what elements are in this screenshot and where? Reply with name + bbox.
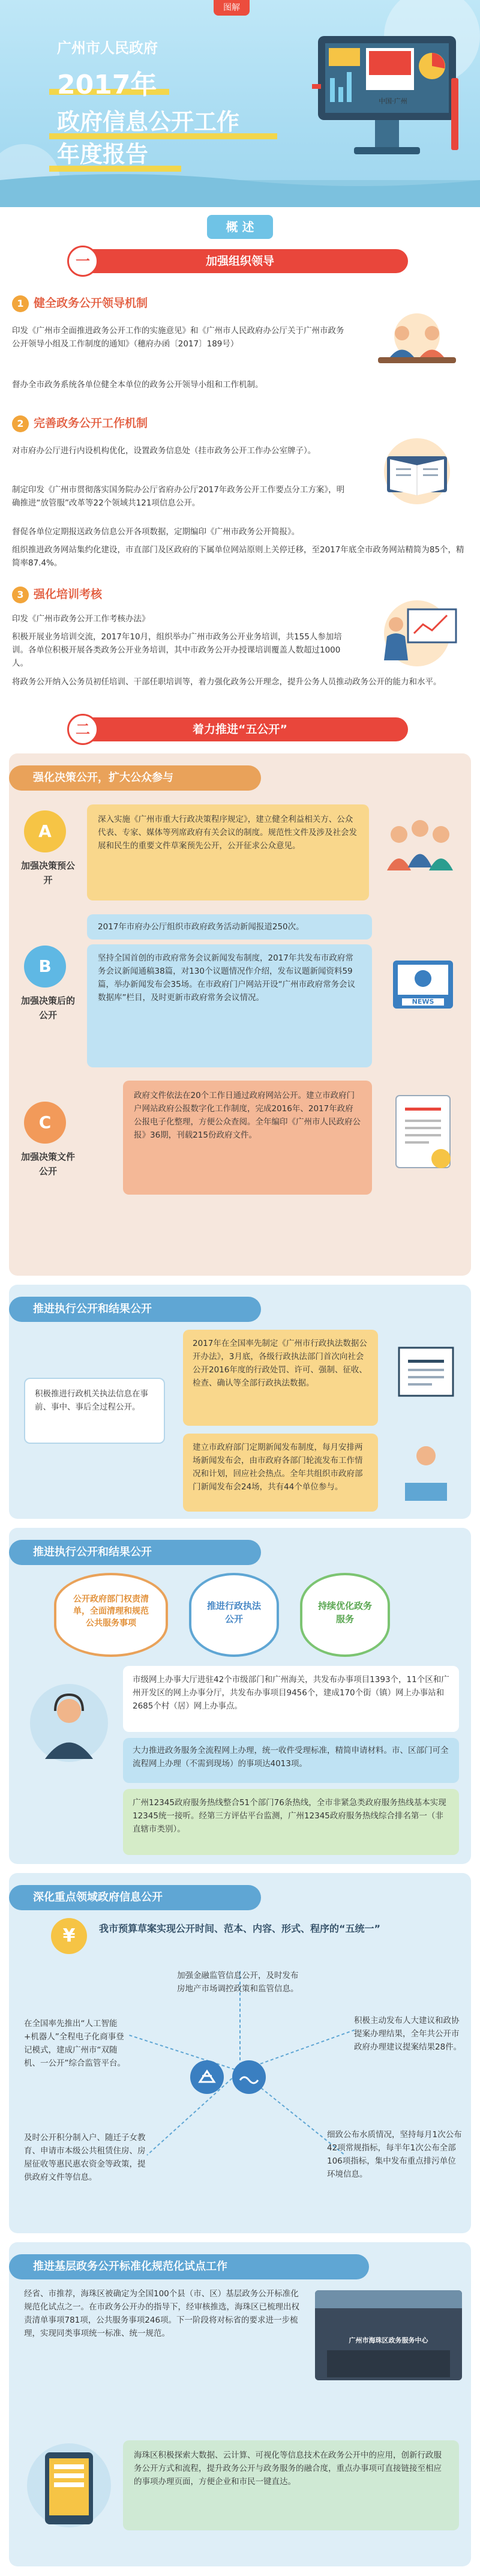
block5-head: 推进基层政务公开标准化规范化试点工作 bbox=[9, 2254, 369, 2279]
block2-left: 积极推进行政机关执法信息在事前、事中、事后全过程公开。 bbox=[24, 1378, 165, 1444]
document-icon bbox=[384, 1090, 462, 1180]
block1-a-label: 加强决策预公开 bbox=[21, 860, 76, 885]
infographic-badge: 图解 bbox=[214, 0, 250, 16]
block1-head: 强化决策公开，扩大公众参与 bbox=[9, 765, 261, 791]
presenter-icon bbox=[366, 594, 468, 672]
block1-b-label: 加强决策后的公开 bbox=[21, 995, 76, 1021]
block4-t1: 加强金融监管信息公开，及时发布房地产市场调控政策和监管信息。 bbox=[177, 1971, 299, 1994]
s1-item1-num: 1 bbox=[12, 295, 29, 312]
discussion-icon bbox=[378, 810, 462, 882]
s1-item3-p3: 将政务公开纳入公务员初任培训、干部任职培训等，着力强化政务公开理念，提升公务人员推动政务公开的能力和水平。 bbox=[12, 677, 442, 687]
block1-c-label: 加强决策文件公开 bbox=[21, 1151, 76, 1177]
block4-panel bbox=[9, 1873, 471, 2233]
tablet-icon bbox=[24, 2425, 114, 2545]
block5-panel bbox=[9, 2242, 471, 2566]
s1-item2-title bbox=[12, 414, 148, 432]
s1-item1-title-text: 健全政务公开领导机制 bbox=[34, 297, 148, 310]
books-illustration bbox=[366, 432, 468, 510]
s1-item1-p2: 督办全市政务系统各单位健全本单位的政务公开领导小组和工作机制。 bbox=[12, 380, 263, 390]
block3-p1: 市级网上办事大厅进驻42个市级部门和广州海关，共发布办事项目1393个，11个区和广州开发区的网上办事分厅，共发布办事项目9456个，建成170个街（镇）网上办事站和2685个村（居）网上办事点。 bbox=[123, 1666, 459, 1732]
block1-a-text: 深入实施《广州市重大行政决策程序规定》，建立健全利益相关方、公众代表、专家、媒体等列席政府有关会议的制度。规范性文件及涉及社会发展和民生的重要文件草案预先公开，公开征求公众意见。 bbox=[87, 804, 369, 900]
block2-head: 推进执行公开和结果公开 bbox=[9, 1297, 261, 1322]
news-icon bbox=[387, 952, 459, 1018]
block4-center-title: 我市预算草案实现公开时间、范本、内容、形式、程序的“五统一” bbox=[99, 1923, 381, 1934]
service-illustration bbox=[24, 1678, 114, 1768]
meeting-illustration bbox=[366, 312, 468, 378]
section-1-title: 加强组织领导 bbox=[205, 255, 274, 268]
block3-circle-3: 持续优化政务服务 bbox=[300, 1573, 390, 1657]
s1-item2-num: 2 bbox=[12, 415, 29, 432]
operator-icon bbox=[24, 1678, 114, 1768]
block4-t2: 在全国率先推出“人工智能+机器人”全程电子化商事登记模式，建成广州市“双随机、一公开”综合监管平台。 bbox=[24, 2019, 125, 2068]
book-icon bbox=[387, 1336, 465, 1408]
block3-panel bbox=[9, 1528, 471, 1864]
s1-item2-p4: 组织推进政务网站集约化建设，市直部门及区政府的下属单位网站原则上关停迁移，至2017年底全市政务网站精简为85个，精简率87.4%。 bbox=[12, 545, 464, 568]
report-title-1: 政府信息公开工作 bbox=[57, 109, 240, 135]
block4-head: 深化重点领域政府信息公开 bbox=[9, 1885, 261, 1910]
block2-panel bbox=[9, 1285, 471, 1519]
section-1-ribbon bbox=[72, 249, 408, 273]
block1-b-p1: 2017年市府办公厅组织市政府政务活动新闻报道250次。 bbox=[87, 914, 372, 940]
section-2-number: 二 bbox=[67, 714, 98, 745]
news-illustration: NEWS bbox=[387, 952, 459, 1018]
training-illustration bbox=[366, 594, 468, 672]
block4-t5: 细致公布水质情况，坚持每月1次公布42项常规指标，每半年1次公布全部106项指标，集中发布重点排污单位环境信息。 bbox=[327, 2130, 462, 2179]
document-illustration bbox=[384, 1090, 462, 1180]
s1-item2-title-text: 完善政务公开工作机制 bbox=[34, 417, 148, 430]
block3-head: 推进执行公开和结果公开 bbox=[9, 1540, 261, 1565]
block1-a-illustration bbox=[378, 810, 462, 882]
block5-p2: 海珠区积极探索大数据、云计算、可视化等信息技术在政务公开中的应用，创新行政服务公开方式和流程，提升政务公开与政务服务的融合度，重点办事项可直接链接至相应的事项办理页面，方便企业和市民一键直达。 bbox=[123, 2440, 459, 2530]
block1-c-letter: C bbox=[24, 1102, 66, 1144]
s1-item2-p1: 对市府办公厅进行内设机构优化，设置政务信息处（挂市政务公开工作办公室牌子）。 bbox=[12, 446, 316, 456]
speaker-icon bbox=[387, 1435, 465, 1507]
section-2-ribbon bbox=[72, 717, 408, 741]
gov-name: 广州市人民政府 bbox=[57, 40, 158, 56]
block1-b-p2: 坚持全国首创的市政府常务会议新闻发布制度，2017年共发布市政府常务会议新闻通稿38篇，对130个议题情况作介绍，发布议题新闻资料59篇，举办新闻发布会35场。在市政府门户网站开设“广州市政府常务会议数据库”栏目，及时更新市政府常务会议情况。 bbox=[87, 944, 372, 1067]
monitor-illustration bbox=[312, 24, 462, 180]
block3-circle-2: 推进行政执法公开 bbox=[189, 1573, 279, 1657]
s1-item2-p3: 督促各单位定期报送政务信息公开各项数据，定期编印《广州市政务公开简报》。 bbox=[12, 527, 300, 537]
s1-item3-p1: 印发《广州市政务公开工作考核办法》 bbox=[12, 614, 150, 624]
s1-item3-p2: 积极开展业务培训交流，2017年10月，组织举办广州市政务公开业务培训，共155人参加培训。各单位积极开展各类政务公开业务培训，其中市政务公开办授课培训覆盖人数超过1000人。 bbox=[12, 632, 342, 668]
block3-p2: 大力推进政务服务全流程网上办理，统一收件受理标准，精简申请材料。市、区部门可全流程网上办理（不需到现场）的事项达4013项。 bbox=[123, 1738, 459, 1783]
block2-p1: 2017年在全国率先制定《广州市行政执法数据公开办法》，3月底，各级行政执法部门首次向社会公开2016年度的行政处罚、许可、强制、征收、检查、确认等全部行政执法数据。 bbox=[183, 1330, 378, 1426]
block5-p1: 经省、市推荐，海珠区被确定为全国100个县（市、区）基层政务公开标准化规范化试点之一。在市政务公开办的指导下，经审核推选，海珠区已梳理出权责清单事项781项，公共服务事项246项。下一阶段将对标省的要求进一步梳理，实现同类事项统一标准、统一规范。 bbox=[24, 2289, 299, 2338]
block1-a-letter: A bbox=[24, 810, 66, 852]
block4-t3: 积极主动发布人大建议和政协提案办理结果，全年共公开市政府办理建议提案结果28件。 bbox=[354, 2016, 462, 2052]
s1-item3-title-text: 强化培训考核 bbox=[34, 588, 103, 601]
tablet-illustration bbox=[24, 2425, 114, 2545]
law-illustration bbox=[387, 1336, 465, 1408]
report-title-2: 年度报告 bbox=[57, 141, 149, 167]
overview-badge: 概 述 bbox=[207, 215, 273, 239]
meeting-icon bbox=[366, 312, 468, 378]
block1-b-letter: B bbox=[24, 946, 66, 988]
block1-panel bbox=[9, 753, 471, 1276]
block3-circle-1: 公开政府部门权责清单，全面清理和规范公共服务事项 bbox=[54, 1573, 168, 1657]
books-icon bbox=[366, 432, 468, 510]
monitor-sign: 中国·广州 bbox=[379, 97, 407, 105]
s1-item1-title bbox=[12, 294, 148, 312]
haizhu-center-photo bbox=[315, 2290, 462, 2380]
yen-icon: ¥ bbox=[51, 1918, 87, 1954]
section-2-title: 着力推进“五公开” bbox=[193, 723, 287, 736]
block4-t4: 及时公开积分制入户、随迁子女教育、申请市本级公共租赁住房、房屋征收等惠民惠农资金等政策，提供政府文件等信息。 bbox=[24, 2133, 146, 2182]
s1-item3-num: 3 bbox=[12, 587, 29, 603]
block3-p3: 广州12345政府服务热线整合51个部门76条热线，全市非紧急类政府服务热线基本实现12345统一接听。经第三方评估平台监测，广州12345政府服务热线综合排名第一（非直辖市类别）。 bbox=[123, 1789, 459, 1855]
section-1-number: 一 bbox=[67, 246, 98, 277]
s1-item2-p2: 制定印发《广州市贯彻落实国务院办公厅省府办公厅2017年政务公开工作要点分工方案》，明确推进“放管服”改革等22个领域共121项信息公开。 bbox=[12, 485, 345, 508]
block1-c-text: 政府文件依法在20个工作日通过政府网站公开。建立市政府门户网站政府公报数字化工作制度，完成2016年、2017年政府公报电子化整理，方便公众查阅。全年编印《广州市人民政府公报》36期，刊载215份政府文件。 bbox=[123, 1081, 372, 1195]
press-illustration bbox=[387, 1435, 465, 1507]
haizhu-center-sign: 广州市海珠区政务服务中心 bbox=[349, 2336, 428, 2344]
s1-item3-title bbox=[12, 585, 102, 603]
s1-item1-p1: 印发《广州市全面推进政务公开工作的实施意见》和《广州市人民政府办公厅关于广州市政务公开领导小组及工作制度的通知》（穗府办函〔2017〕189号） bbox=[12, 326, 344, 349]
block2-p2: 建立市政府部门定期新闻发布制度，每月安排两场新闻发布会，由市政府各部门轮流发布工作情况和计划，回应社会热点。全年共组织市政府部门新闻发布会24场，共有44个单位参与。 bbox=[183, 1434, 378, 1512]
report-year: 2017年 bbox=[57, 70, 157, 100]
